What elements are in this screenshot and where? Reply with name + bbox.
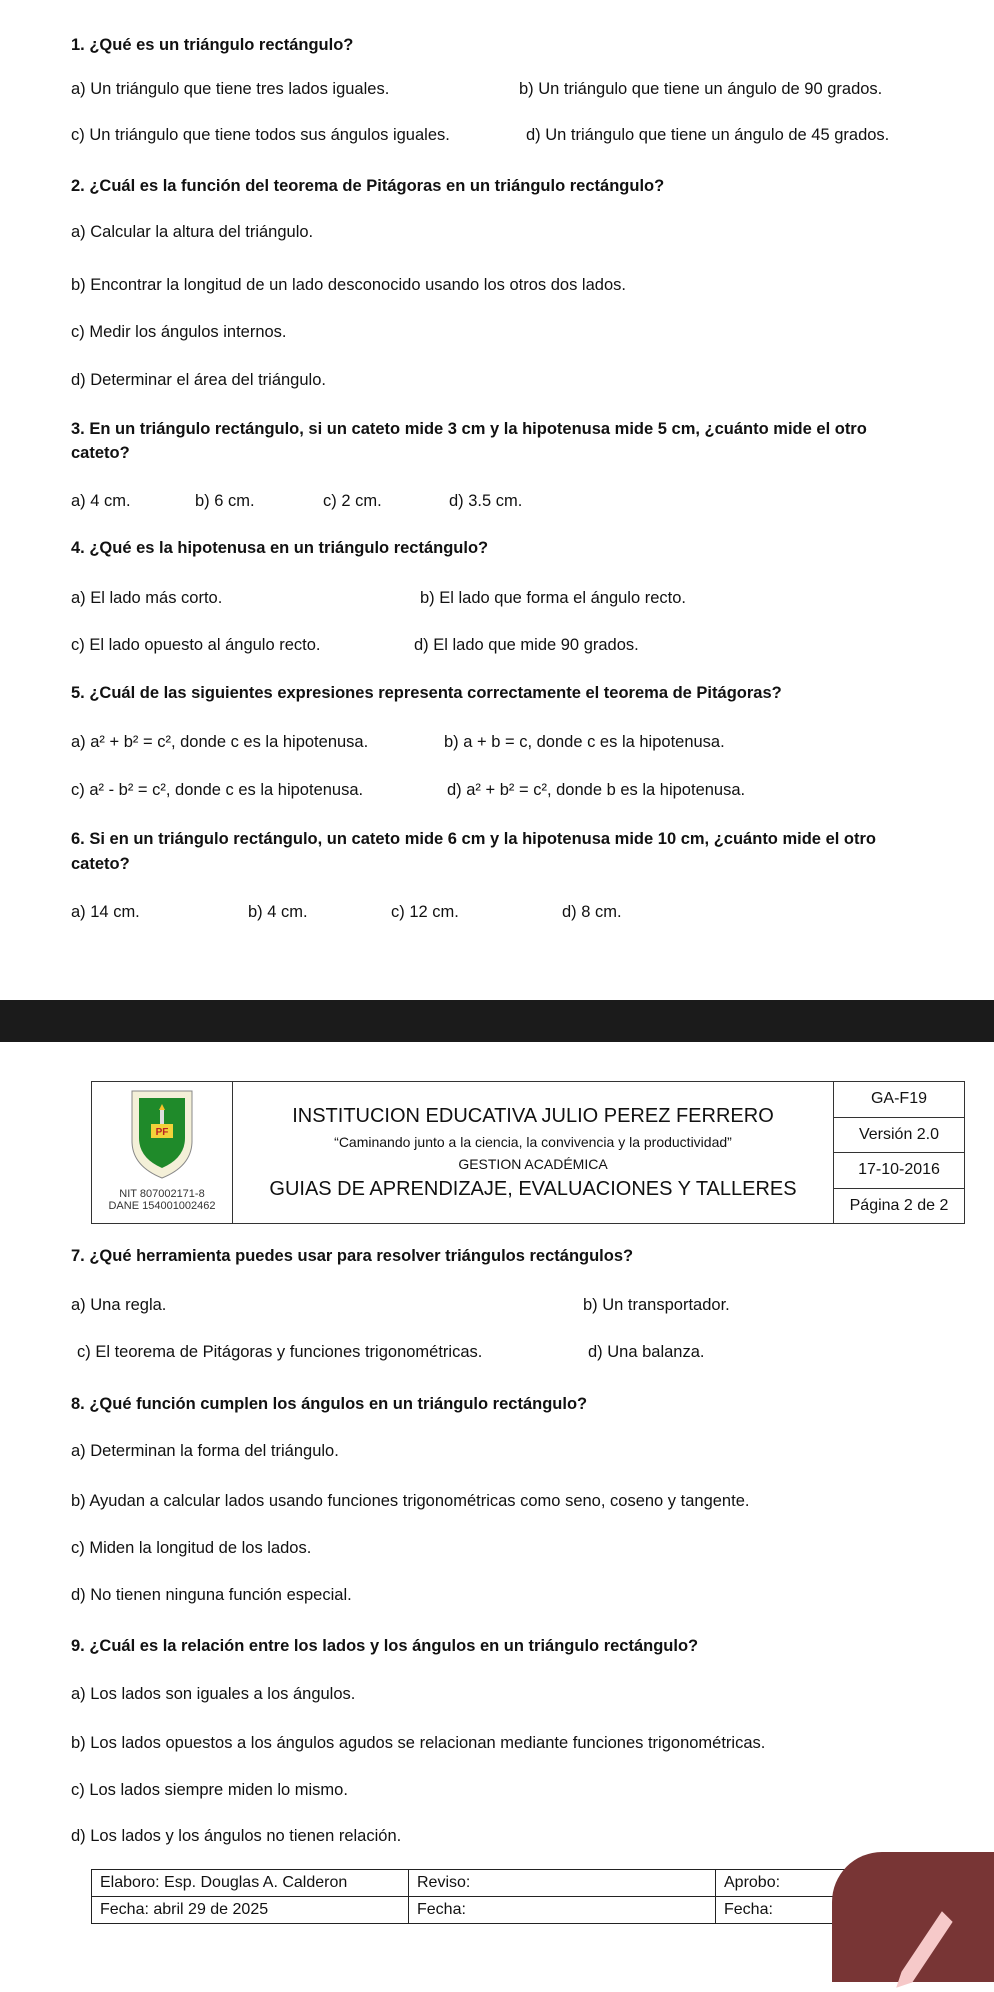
doc-code: GA-F19 [834,1082,965,1118]
fecha-elaboro: Fecha: abril 29 de 2025 [92,1897,409,1924]
area: GESTION ACADÉMICA [458,1155,608,1172]
answer-option: b) Un transportador. [583,1296,730,1314]
answer-option: a) 14 cm. [71,903,140,921]
answer-option: c) Los lados siempre miden lo mismo. [71,1781,348,1799]
answer-option: b) Encontrar la longitud de un lado desconocido usando los otros dos lados. [71,276,626,294]
answer-option: d) No tienen ninguna función especial. [71,1586,352,1604]
answer-option: b) El lado que forma el ángulo recto. [420,589,686,607]
doc-version: Versión 2.0 [834,1117,965,1153]
question-text-continued: cateto? [71,855,130,873]
dane: DANE 154001002462 [108,1200,216,1212]
page-separator [0,1000,994,1042]
answer-option: c) 2 cm. [323,492,382,510]
elaboro: Elaboro: Esp. Douglas A. Calderon [92,1870,409,1897]
answer-option: c) El teorema de Pitágoras y funciones trigonométricas. [77,1343,483,1361]
page-number: Página 2 de 2 [834,1188,965,1224]
document-header [91,1081,965,1224]
answer-option: b) 4 cm. [248,903,308,921]
answer-option: d) Los lados y los ángulos no tienen relación. [71,1827,402,1845]
answer-option: c) Medir los ángulos internos. [71,323,287,341]
answer-option: d) a² + b² = c², donde b es la hipotenusa. [447,781,746,799]
answer-option: d) Un triángulo que tiene un ángulo de 45 grados. [526,126,890,144]
doc-date: 17-10-2016 [834,1153,965,1189]
institution-name: INSTITUCION EDUCATIVA JULIO PEREZ FERRERO [292,1104,774,1127]
answer-option: b) Ayudan a calcular lados usando funciones trigonométricas como seno, coseno y tangente. [71,1492,750,1510]
aprobo: Aprobo: [716,1870,851,1897]
answer-option: d) El lado que mide 90 grados. [414,636,639,654]
answer-option: c) Miden la longitud de los lados. [71,1539,312,1557]
answer-option: a) Los lados son iguales a los ángulos. [71,1685,356,1703]
motto: “Caminando junto a la ciencia, la convivencia y la productividad” [334,1133,732,1150]
logo-cell [92,1082,233,1224]
fecha-aprobo: Fecha: [716,1897,851,1924]
answer-option: a) El lado más corto. [71,589,223,607]
answer-option: a) 4 cm. [71,492,131,510]
question-text: 1. ¿Qué es un triángulo rectángulo? [71,36,354,54]
question-text: 9. ¿Cuál es la relación entre los lados y los ángulos en un triángulo rectángulo? [71,1637,699,1655]
reviso: Reviso: [409,1870,716,1897]
footer-signatures [91,1869,851,1924]
answer-option: d) Determinar el área del triángulo. [71,371,326,389]
question-text: 3. En un triángulo rectángulo, si un cateto mide 3 cm y la hipotenusa mide 5 cm, ¿cuánto mide el otro [71,420,867,438]
question-text: 2. ¿Cuál es la función del teorema de Pitágoras en un triángulo rectángulo? [71,177,665,195]
nit: NIT 807002171-8 [119,1188,205,1200]
school-logo [127,1086,197,1181]
answer-option: b) Los lados opuestos a los ángulos agudos se relacionan mediante funciones trigonométricas. [71,1734,766,1752]
answer-option: d) 3.5 cm. [449,492,523,510]
question-text: 8. ¿Qué función cumplen los ángulos en un triángulo rectángulo? [71,1395,588,1413]
edit-fab-button[interactable] [832,1852,994,1982]
answer-option: c) a² - b² = c², donde c es la hipotenusa. [71,781,364,799]
question-text-continued: cateto? [71,444,130,462]
answer-option: d) Una balanza. [588,1343,705,1361]
answer-option: c) Un triángulo que tiene todos sus ángulos iguales. [71,126,450,144]
title-cell [233,1082,834,1224]
answer-option: b) Un triángulo que tiene un ángulo de 90 grados. [519,80,883,98]
answer-option: d) 8 cm. [562,903,622,921]
answer-option: a) Una regla. [71,1296,167,1314]
doc-title: GUIAS DE APRENDIZAJE, EVALUACIONES Y TALLERES [269,1177,797,1200]
answer-option: c) 12 cm. [391,903,459,921]
question-text: 6. Si en un triángulo rectángulo, un cateto mide 6 cm y la hipotenusa mide 10 cm, ¿cuánto mide el otro [71,830,876,848]
answer-option: a) Determinan la forma del triángulo. [71,1442,339,1460]
fecha-reviso: Fecha: [409,1897,716,1924]
answer-option: b) a + b = c, donde c es la hipotenusa. [444,733,725,751]
question-text: 4. ¿Qué es la hipotenusa en un triángulo rectángulo? [71,539,489,557]
svg-text:PF: PF [155,1127,169,1138]
answer-option: a) Calcular la altura del triángulo. [71,223,314,241]
pencil-icon [872,1892,972,1992]
answer-option: c) El lado opuesto al ángulo recto. [71,636,321,654]
question-text: 5. ¿Cuál de las siguientes expresiones representa correctamente el teorema de Pitágoras? [71,684,782,702]
question-text: 7. ¿Qué herramienta puedes usar para resolver triángulos rectángulos? [71,1247,634,1265]
answer-option: b) 6 cm. [195,492,255,510]
answer-option: a) a² + b² = c², donde c es la hipotenusa. [71,733,369,751]
answer-option: a) Un triángulo que tiene tres lados iguales. [71,80,390,98]
